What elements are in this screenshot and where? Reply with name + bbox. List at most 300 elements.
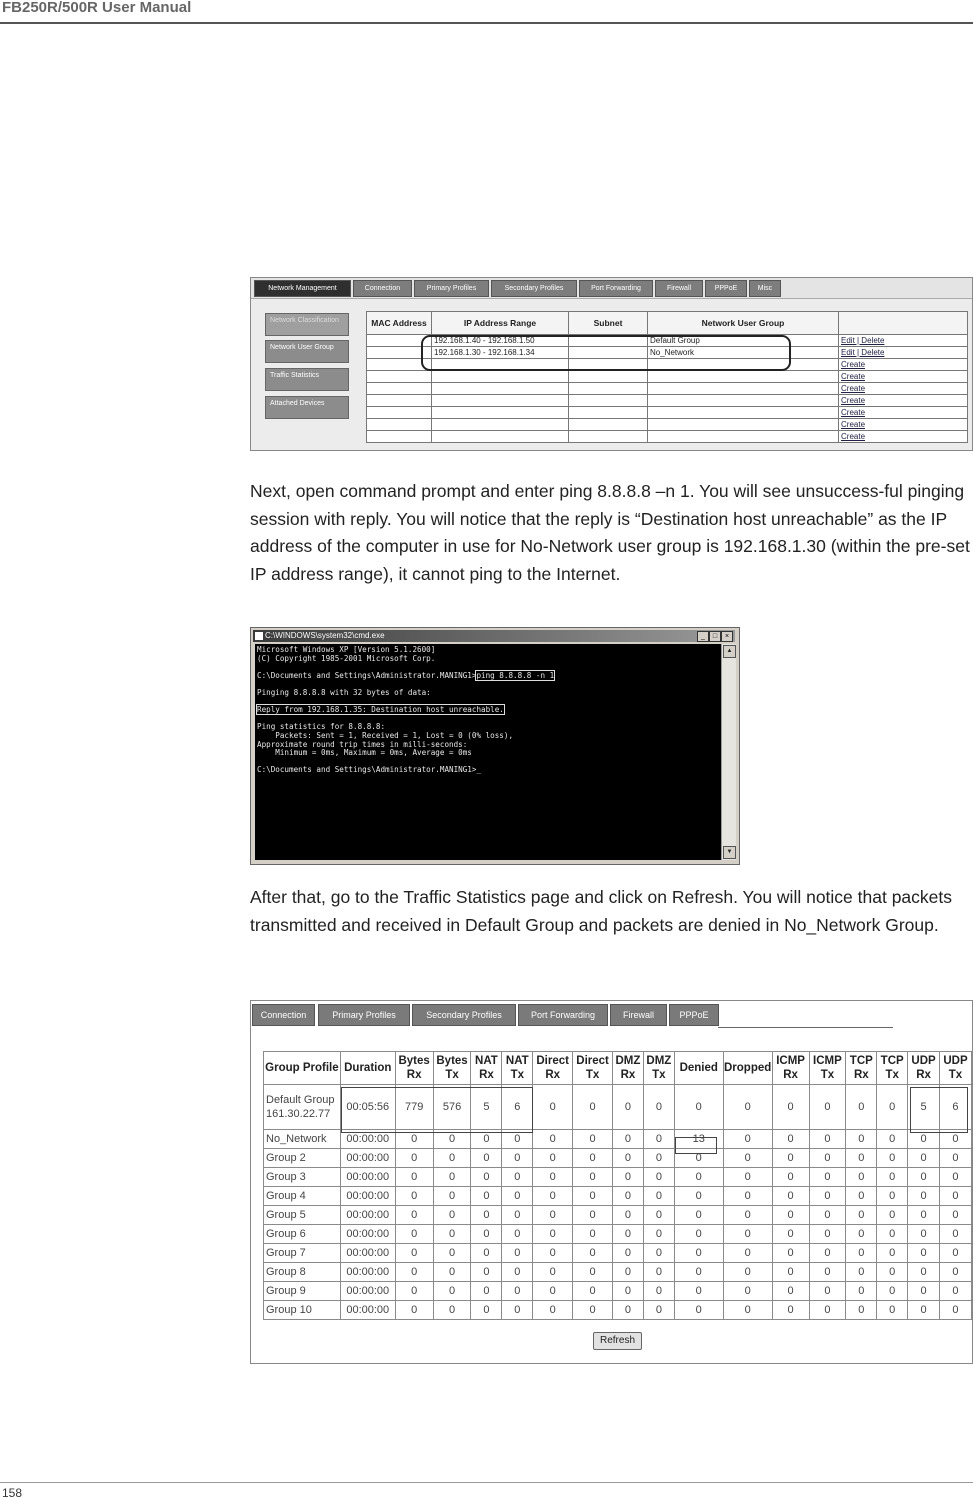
table-cell: 0 xyxy=(772,1168,809,1187)
table-cell: 0 xyxy=(723,1282,772,1301)
vertical-scrollbar[interactable] xyxy=(721,644,736,860)
default-group-udp-highlight xyxy=(910,1087,968,1133)
table-cell: 0 xyxy=(674,1244,723,1263)
console-line: Packets: Sent = 1, Received = 1, Lost = 0 (0% loss), xyxy=(257,730,514,740)
table-cell: 0 xyxy=(809,1130,846,1149)
table-cell: 0 xyxy=(502,1187,533,1206)
table-cell: 0 xyxy=(533,1187,573,1206)
top-nav xyxy=(251,278,972,299)
tab-connection[interactable]: Connection xyxy=(353,280,412,297)
table-cell xyxy=(367,419,432,431)
tab-pppoe[interactable]: PPPoE xyxy=(669,1004,719,1026)
table-cell: 0 xyxy=(395,1130,433,1149)
row-action-link[interactable]: Create xyxy=(839,419,968,431)
table-cell: 0 xyxy=(643,1263,674,1282)
table-cell: 0 xyxy=(939,1225,971,1244)
table-cell: 0 xyxy=(433,1149,471,1168)
table-cell: 0 xyxy=(908,1263,940,1282)
nav-divider xyxy=(718,1027,893,1028)
table-cell xyxy=(432,395,569,407)
table-cell: 0 xyxy=(723,1187,772,1206)
table-cell: 0 xyxy=(502,1301,533,1320)
table-cell: 0 xyxy=(502,1263,533,1282)
table-cell xyxy=(432,431,569,443)
table-cell: 0 xyxy=(809,1085,846,1130)
row-action-link[interactable]: Create xyxy=(839,407,968,419)
table-cell xyxy=(648,407,839,419)
table-cell: 0 xyxy=(613,1263,644,1282)
table-cell: 0 xyxy=(908,1168,940,1187)
table-row xyxy=(264,1168,972,1187)
table-cell: 0 xyxy=(533,1263,573,1282)
table-cell: 0 xyxy=(573,1168,613,1187)
table-cell: 0 xyxy=(723,1263,772,1282)
table-cell: 0 xyxy=(502,1168,533,1187)
cmd-icon xyxy=(255,632,263,640)
column-header: Duration xyxy=(340,1052,395,1085)
console-output[interactable] xyxy=(255,644,721,860)
console-line: Approximate round trip times in milli-seconds: xyxy=(257,739,468,749)
column-header: TCP Tx xyxy=(877,1052,908,1085)
table-cell: Default Group xyxy=(648,335,839,347)
table-cell: 0 xyxy=(939,1244,971,1263)
table-cell: 0 xyxy=(433,1225,471,1244)
table-cell: 0 xyxy=(613,1187,644,1206)
column-header: Denied xyxy=(674,1052,723,1085)
table-row xyxy=(367,371,968,383)
table-cell xyxy=(367,407,432,419)
column-header: Group Profile xyxy=(264,1052,341,1085)
table-cell xyxy=(648,395,839,407)
table-cell: 0 xyxy=(674,1263,723,1282)
console-line: Microsoft Windows XP [Version 5.1.2600] xyxy=(257,645,436,654)
table-row xyxy=(264,1301,972,1320)
col-network-user-group: Network User Group xyxy=(648,312,839,335)
table-cell xyxy=(367,383,432,395)
table-cell: 0 xyxy=(908,1225,940,1244)
row-action-link[interactable]: Create xyxy=(839,371,968,383)
table-cell: 0 xyxy=(674,1187,723,1206)
table-cell: 0 xyxy=(772,1301,809,1320)
row-action-link[interactable]: Create xyxy=(839,431,968,443)
table-row xyxy=(367,407,968,419)
table-cell: 0 xyxy=(877,1085,908,1130)
table-cell: 0 xyxy=(846,1130,877,1149)
table-row xyxy=(367,395,968,407)
tab-firewall[interactable]: Firewall xyxy=(655,280,703,297)
console-line: Minimum = 0ms, Maximum = 0ms, Average = 0ms xyxy=(257,748,472,758)
refresh-button[interactable]: Refresh xyxy=(593,1332,642,1350)
table-cell: 0 xyxy=(908,1149,940,1168)
table-cell: 0 xyxy=(846,1263,877,1282)
table-cell: 0 xyxy=(395,1206,433,1225)
table-cell xyxy=(432,371,569,383)
tab-secondary-profiles[interactable]: Secondary Profiles xyxy=(412,1004,516,1026)
table-cell: 0 xyxy=(395,1282,433,1301)
table-row xyxy=(264,1263,972,1282)
tab-secondary-profiles[interactable]: Secondary Profiles xyxy=(491,280,577,297)
table-cell: 0 xyxy=(723,1085,772,1130)
group-name-cell: Group 4 xyxy=(264,1187,341,1206)
table-cell: 0 xyxy=(643,1085,674,1130)
table-cell xyxy=(648,371,839,383)
table-cell: 0 xyxy=(908,1206,940,1225)
table-cell: 0 xyxy=(395,1301,433,1320)
table-cell: 0 xyxy=(613,1130,644,1149)
table-cell: 0 xyxy=(502,1130,533,1149)
side-item-attached-devices[interactable]: Attached Devices xyxy=(265,396,349,419)
column-header: Direct Rx xyxy=(533,1052,573,1085)
column-header: DMZ Rx xyxy=(613,1052,644,1085)
row-action-link[interactable]: Create xyxy=(839,383,968,395)
table-cell: 0 xyxy=(772,1130,809,1149)
table-cell: 0 xyxy=(877,1244,908,1263)
table-cell: 0 xyxy=(846,1206,877,1225)
table-cell: 0 xyxy=(471,1206,502,1225)
table-cell: 6 xyxy=(502,1085,533,1130)
table-cell: 0 xyxy=(643,1301,674,1320)
table-cell: 0 xyxy=(613,1282,644,1301)
table-cell: 0 xyxy=(573,1282,613,1301)
table-cell: 0 xyxy=(877,1206,908,1225)
table-cell: 0 xyxy=(908,1282,940,1301)
table-cell: 6 xyxy=(939,1085,971,1130)
footer-rule xyxy=(0,1482,973,1483)
tab-misc[interactable]: Misc xyxy=(749,280,781,297)
table-cell: 0 xyxy=(723,1168,772,1187)
table-cell: 0 xyxy=(723,1225,772,1244)
tab-network-management[interactable]: Network Management xyxy=(254,280,351,297)
table-cell: 0 xyxy=(877,1187,908,1206)
table-cell: 0 xyxy=(846,1244,877,1263)
table-cell: 0 xyxy=(573,1085,613,1130)
group-name-cell: Group 10 xyxy=(264,1301,341,1320)
table-row xyxy=(367,419,968,431)
table-cell: 0 xyxy=(939,1301,971,1320)
table-cell: 0 xyxy=(533,1085,573,1130)
table-cell: 0 xyxy=(772,1187,809,1206)
col-subnet: Subnet xyxy=(569,312,648,335)
table-cell: 192.168.1.30 - 192.168.1.34 xyxy=(432,347,569,359)
unreachable-reply: Reply from 192.168.1.35: Destination host unreachable. xyxy=(257,705,504,715)
table-cell: 00:00:00 xyxy=(340,1206,395,1225)
table-cell: 0 xyxy=(939,1149,971,1168)
table-cell: 0 xyxy=(846,1149,877,1168)
table-cell: 0 xyxy=(395,1244,433,1263)
table-cell: 0 xyxy=(674,1206,723,1225)
table-row xyxy=(264,1149,972,1168)
table-cell: 0 xyxy=(533,1130,573,1149)
table-cell: 0 xyxy=(772,1263,809,1282)
table-cell: 0 xyxy=(877,1225,908,1244)
table-cell: 00:00:00 xyxy=(340,1149,395,1168)
table-cell: 0 xyxy=(613,1301,644,1320)
table-cell: 0 xyxy=(723,1130,772,1149)
table-cell: 0 xyxy=(643,1206,674,1225)
column-header: Dropped xyxy=(723,1052,772,1085)
window-titlebar xyxy=(253,630,735,642)
table-cell: 0 xyxy=(643,1225,674,1244)
table-cell: 0 xyxy=(772,1244,809,1263)
side-item-network-user-group[interactable]: Network User Group xyxy=(265,340,349,363)
table-cell: 0 xyxy=(723,1301,772,1320)
table-cell xyxy=(569,431,648,443)
console-prompt: C:\Documents and Settings\Administrator.MANING1> xyxy=(257,670,477,680)
paragraph-ping-instructions: Next, open command prompt and enter ping 8.8.8.8 –n 1. You will see unsuccess-ful pinging session with reply. You will notice that the reply is “Destination host unreachable” as the IP address of the computer in use for No-Network user group is 192.168.1.30 (within the pre-set IP address range), it cannot ping to the Internet. xyxy=(250,481,970,584)
table-cell: 192.168.1.40 - 192.168.1.50 xyxy=(432,335,569,347)
table-cell: 0 xyxy=(772,1206,809,1225)
group-name-cell: Group 2 xyxy=(264,1149,341,1168)
column-header: Direct Tx xyxy=(573,1052,613,1085)
group-name-cell: Group 5 xyxy=(264,1206,341,1225)
scroll-down-icon[interactable]: ▼ xyxy=(723,846,736,859)
column-header: TCP Rx xyxy=(846,1052,877,1085)
table-cell: 0 xyxy=(809,1282,846,1301)
tab-connection[interactable]: Connection xyxy=(252,1004,315,1026)
table-cell: 0 xyxy=(573,1187,613,1206)
table-cell: 5 xyxy=(908,1085,940,1130)
table-cell xyxy=(648,431,839,443)
table-cell: 0 xyxy=(471,1149,502,1168)
row-action-link[interactable]: Create xyxy=(839,395,968,407)
table-cell: 0 xyxy=(772,1149,809,1168)
close-button[interactable]: × xyxy=(721,631,733,642)
table-cell: 0 xyxy=(433,1168,471,1187)
table-cell: 0 xyxy=(502,1282,533,1301)
table-cell: 0 xyxy=(502,1206,533,1225)
table-cell xyxy=(569,419,648,431)
tab-primary-profiles[interactable]: Primary Profiles xyxy=(318,1004,410,1026)
table-cell: 0 xyxy=(643,1244,674,1263)
table-cell xyxy=(569,371,648,383)
table-cell: 0 xyxy=(809,1168,846,1187)
table-cell: 5 xyxy=(471,1085,502,1130)
table-cell: 0 xyxy=(573,1130,613,1149)
table-cell xyxy=(432,383,569,395)
table-cell: 0 xyxy=(395,1225,433,1244)
console-line: (C) Copyright 1985-2001 Microsoft Corp. xyxy=(257,653,436,663)
table-cell: 0 xyxy=(908,1130,940,1149)
table-cell: 0 xyxy=(613,1206,644,1225)
table-cell: 0 xyxy=(939,1168,971,1187)
table-cell: 0 xyxy=(502,1149,533,1168)
manual-title: FB250R/500R User Manual xyxy=(2,0,192,16)
tab-pppoe[interactable]: PPPoE xyxy=(705,280,747,297)
table-cell: 0 xyxy=(471,1130,502,1149)
table-cell: 0 xyxy=(877,1263,908,1282)
page-header xyxy=(0,0,973,24)
table-cell: 0 xyxy=(674,1149,723,1168)
table-cell: 0 xyxy=(643,1187,674,1206)
table-cell: 0 xyxy=(433,1130,471,1149)
group-name-cell: Group 7 xyxy=(264,1244,341,1263)
console-line xyxy=(257,672,719,681)
page-number: 158 xyxy=(2,1486,23,1500)
table-row xyxy=(264,1187,972,1206)
column-header: ICMP Rx xyxy=(772,1052,809,1085)
table-cell: 0 xyxy=(471,1168,502,1187)
table-cell: 0 xyxy=(908,1187,940,1206)
table-cell: 0 xyxy=(772,1085,809,1130)
table-cell: 00:00:00 xyxy=(340,1130,395,1149)
table-cell: 0 xyxy=(809,1225,846,1244)
table-cell: 0 xyxy=(939,1206,971,1225)
scroll-up-icon[interactable]: ▲ xyxy=(723,645,736,658)
table-cell: 0 xyxy=(433,1244,471,1263)
table-cell: 0 xyxy=(613,1085,644,1130)
table-row xyxy=(264,1244,972,1263)
column-header: Bytes Tx xyxy=(433,1052,471,1085)
row-action-link[interactable]: Create xyxy=(839,359,968,371)
table-cell: 0 xyxy=(533,1168,573,1187)
table-cell xyxy=(648,383,839,395)
window-title: C:\WINDOWS\system32\cmd.exe xyxy=(265,631,385,640)
table-cell: 0 xyxy=(643,1149,674,1168)
table-cell: 0 xyxy=(573,1225,613,1244)
table-cell xyxy=(648,419,839,431)
table-cell: 0 xyxy=(573,1206,613,1225)
table-cell: 0 xyxy=(846,1187,877,1206)
console-line: C:\Documents and Settings\Administrator.MANING1>_ xyxy=(257,765,482,775)
ip-range-highlight xyxy=(421,335,791,371)
table-cell: 0 xyxy=(877,1149,908,1168)
table-cell: 0 xyxy=(846,1301,877,1320)
table-cell: 0 xyxy=(809,1187,846,1206)
command-prompt-screenshot xyxy=(250,627,740,865)
table-cell: 0 xyxy=(809,1149,846,1168)
table-cell: 0 xyxy=(573,1263,613,1282)
table-cell: 0 xyxy=(471,1187,502,1206)
console-line: Pinging 8.8.8.8 with 32 bytes of data: xyxy=(257,687,431,697)
table-cell: 0 xyxy=(674,1282,723,1301)
table-cell xyxy=(367,371,432,383)
table-cell: 0 xyxy=(846,1168,877,1187)
table-cell: 0 xyxy=(573,1301,613,1320)
table-cell: 0 xyxy=(643,1130,674,1149)
table-cell: 0 xyxy=(395,1168,433,1187)
table-cell: 0 xyxy=(533,1206,573,1225)
table-cell: 0 xyxy=(877,1301,908,1320)
table-cell: 0 xyxy=(809,1301,846,1320)
maximize-button[interactable]: □ xyxy=(709,631,721,642)
table-row xyxy=(264,1282,972,1301)
table-cell: 0 xyxy=(723,1244,772,1263)
table-cell: 13 xyxy=(674,1130,723,1149)
network-classification-screenshot xyxy=(250,277,973,451)
table-cell: 0 xyxy=(772,1282,809,1301)
table-cell: 0 xyxy=(674,1085,723,1130)
table-cell xyxy=(367,395,432,407)
table-cell: 0 xyxy=(809,1263,846,1282)
classification-table xyxy=(366,311,968,443)
table-cell: No_Network xyxy=(648,347,839,359)
group-name-cell: Group 9 xyxy=(264,1282,341,1301)
traffic-statistics-screenshot xyxy=(250,1000,973,1364)
table-cell xyxy=(569,395,648,407)
table-cell xyxy=(432,419,569,431)
minimize-button[interactable]: _ xyxy=(697,631,709,642)
table-cell: 0 xyxy=(573,1149,613,1168)
table-cell: 0 xyxy=(723,1206,772,1225)
table-cell: 00:00:00 xyxy=(340,1225,395,1244)
column-header: UDP Rx xyxy=(908,1052,940,1085)
table-cell: 0 xyxy=(939,1187,971,1206)
table-cell: 0 xyxy=(846,1282,877,1301)
ping-command: ping 8.8.8.8 -n 1 xyxy=(476,670,555,680)
table-cell xyxy=(432,407,569,419)
table-cell: 0 xyxy=(471,1225,502,1244)
table-cell: 0 xyxy=(395,1149,433,1168)
group-name-cell: Group 6 xyxy=(264,1225,341,1244)
table-cell: 00:00:00 xyxy=(340,1301,395,1320)
table-cell: 0 xyxy=(471,1301,502,1320)
table-row xyxy=(264,1225,972,1244)
column-header: NAT Rx xyxy=(471,1052,502,1085)
tab-port-forwarding[interactable]: Port Forwarding xyxy=(518,1004,608,1026)
table-cell: 00:00:00 xyxy=(340,1244,395,1263)
tab-primary-profiles[interactable]: Primary Profiles xyxy=(414,280,489,297)
table-cell: 0 xyxy=(846,1085,877,1130)
table-cell: 0 xyxy=(877,1130,908,1149)
table-row xyxy=(367,383,968,395)
table-cell: 00:00:00 xyxy=(340,1282,395,1301)
table-cell: 0 xyxy=(613,1168,644,1187)
default-group-bytes-highlight xyxy=(341,1087,533,1133)
top-nav xyxy=(251,1001,972,1027)
table-cell: 576 xyxy=(433,1085,471,1130)
table-cell: 0 xyxy=(471,1282,502,1301)
table-cell xyxy=(367,431,432,443)
table-cell: 0 xyxy=(846,1225,877,1244)
column-header: ICMP Tx xyxy=(809,1052,846,1085)
paragraph-traffic-statistics: After that, go to the Traffic Statistics page and click on Refresh. You will notice that packets transmitted and received in Default Group and packets are denied in No_Network Group. xyxy=(250,887,953,935)
table-cell: 0 xyxy=(471,1244,502,1263)
table-cell: 0 xyxy=(433,1187,471,1206)
column-header: NAT Tx xyxy=(502,1052,533,1085)
table-cell: 0 xyxy=(433,1206,471,1225)
column-header: UDP Tx xyxy=(939,1052,971,1085)
column-header: DMZ Tx xyxy=(643,1052,674,1085)
table-cell: 0 xyxy=(674,1225,723,1244)
group-name-cell: No_Network xyxy=(264,1130,341,1149)
col-actions xyxy=(839,312,968,335)
tab-port-forwarding[interactable]: Port Forwarding xyxy=(579,280,653,297)
table-cell: 0 xyxy=(533,1244,573,1263)
side-item-traffic-statistics[interactable]: Traffic Statistics xyxy=(265,368,349,391)
table-cell xyxy=(569,407,648,419)
tab-firewall[interactable]: Firewall xyxy=(610,1004,667,1026)
table-cell: 0 xyxy=(877,1168,908,1187)
side-item-network-classification[interactable]: Network Classification xyxy=(265,313,349,336)
table-row xyxy=(264,1206,972,1225)
row-action-link[interactable]: Edit | Delete xyxy=(839,335,968,347)
table-cell: 0 xyxy=(395,1263,433,1282)
table-cell: 0 xyxy=(613,1244,644,1263)
group-name-cell: Default Group 161.30.22.77 xyxy=(264,1085,341,1130)
table-cell: 0 xyxy=(643,1168,674,1187)
table-cell: 0 xyxy=(939,1130,971,1149)
group-name-cell: Group 3 xyxy=(264,1168,341,1187)
table-cell: 0 xyxy=(908,1244,940,1263)
table-cell: 0 xyxy=(533,1301,573,1320)
table-cell: 0 xyxy=(471,1263,502,1282)
table-cell: 0 xyxy=(433,1263,471,1282)
table-row xyxy=(367,431,968,443)
console-line: Ping statistics for 8.8.8.8: xyxy=(257,722,386,732)
table-cell: 0 xyxy=(433,1301,471,1320)
table-cell: 00:00:00 xyxy=(340,1187,395,1206)
row-action-link[interactable]: Edit | Delete xyxy=(839,347,968,359)
